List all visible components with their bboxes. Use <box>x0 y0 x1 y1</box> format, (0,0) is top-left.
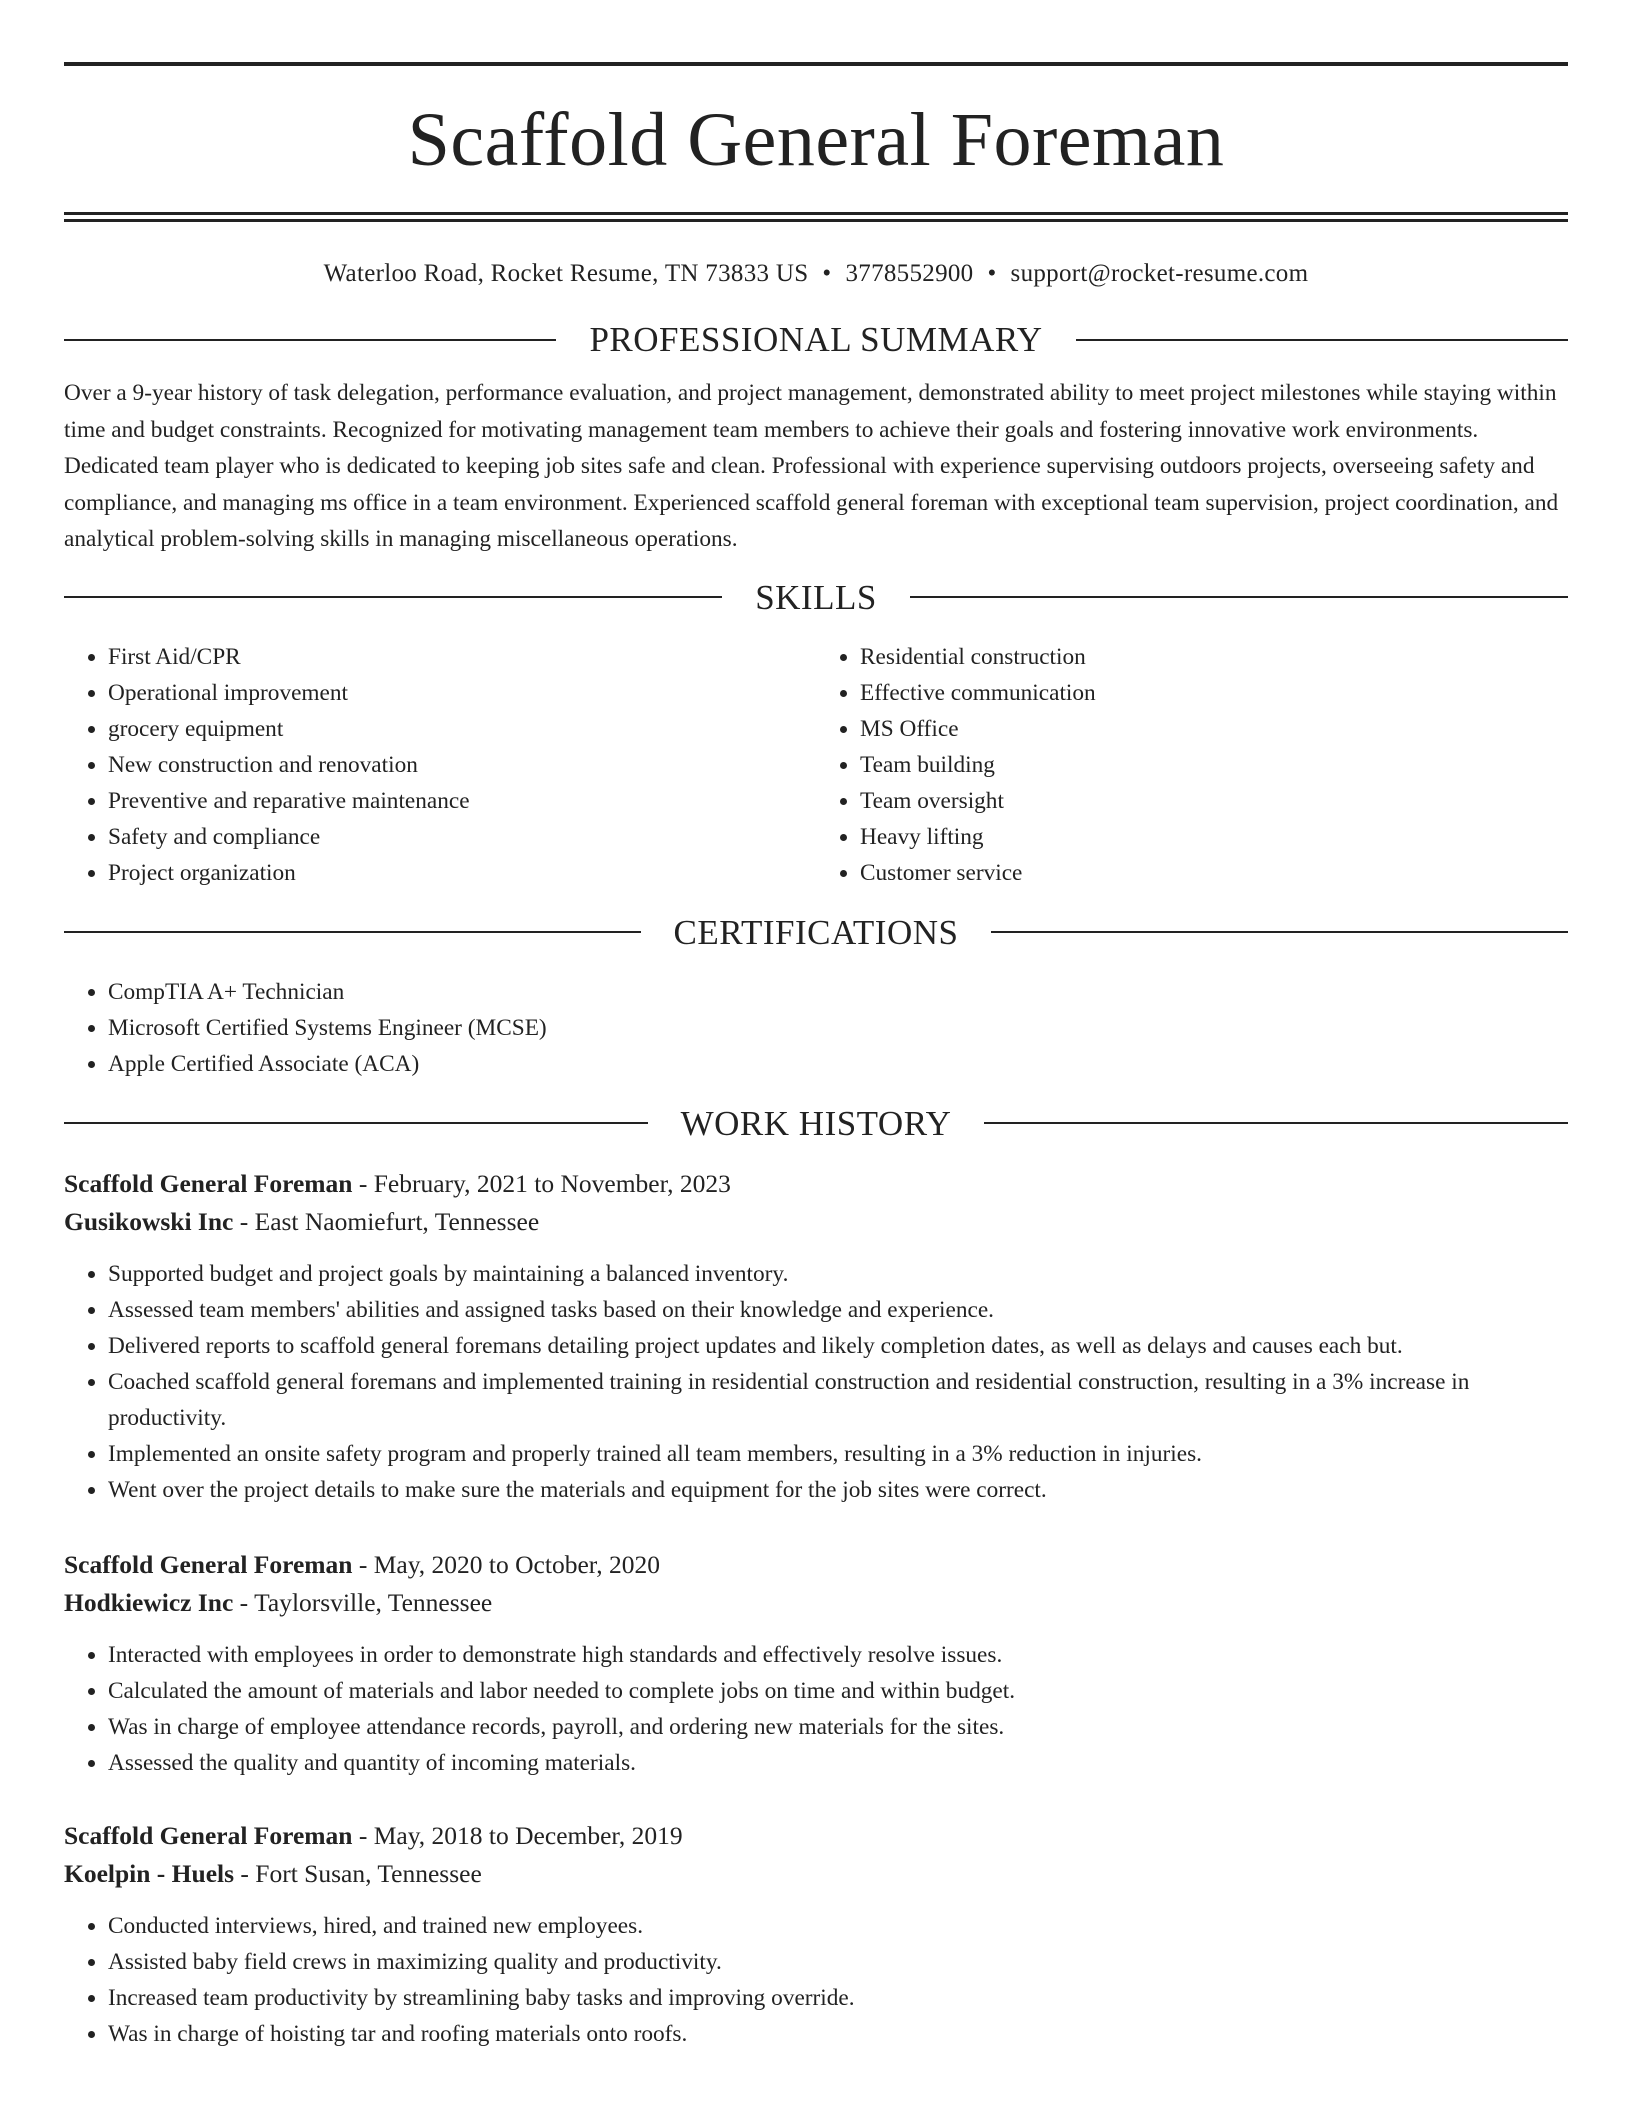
job-location: - Fort Susan, Tennessee <box>234 1859 482 1888</box>
work-heading <box>64 1103 1568 1143</box>
job-title-line <box>64 1817 1568 1856</box>
heading-rule <box>64 931 641 933</box>
job-bullet: • Assessed the quality and quantity of incoming materials. <box>108 1745 1568 1781</box>
summary-text: Over a 9-year history of task delegation, performance evaluation, and project management, demonstrated ability to meet project milestones while staying within time and budget constraints. Recognized for motivating management team members to achieve their goals and fostering innovative work environments. Dedicated team player who is dedicated to keeping job sites safe and clean. Professional with experience supervising outdoors projects, overseeing safety and compliance, and managing ms office in a team environment. Experienced scaffold general foreman with exceptional team supervision, project coordination, and analytical problem-solving skills in managing miscellaneous operations. <box>64 380 1559 552</box>
skill-item: • Effective communication <box>860 675 1568 711</box>
job-title: Scaffold General Foreman <box>64 1168 353 1198</box>
skills-list-left <box>64 639 816 891</box>
job-bullet: • Went over the project details to make sure the materials and equipment for the job sites were correct. <box>108 1472 1568 1508</box>
job-bullet-list <box>64 1908 1568 2052</box>
heading-rule <box>984 1122 1568 1124</box>
skill-item: • Team building <box>860 747 1568 783</box>
skill-item: • grocery equipment <box>108 711 816 747</box>
contact-phone: 3778552900 <box>845 260 974 287</box>
job-title: Scaffold General Foreman <box>64 1549 353 1579</box>
job-dates: - February, 2021 to November, 2023 <box>352 1168 731 1198</box>
job-title-line <box>64 1546 1568 1585</box>
job-company-line <box>64 1855 1568 1894</box>
job-dates: - May, 2018 to December, 2019 <box>352 1820 683 1850</box>
skills-list-right <box>816 639 1568 891</box>
skill-item: • Project organization <box>108 855 816 891</box>
job-bullet: • Was in charge of employee attendance records, payroll, and ordering new materials for the sites. <box>108 1709 1568 1745</box>
double-rule <box>64 212 1568 222</box>
heading-rule <box>1076 339 1568 341</box>
work-title: WORK HISTORY <box>680 1103 952 1143</box>
job-bullet: • Assessed team members' abilities and assigned tasks based on their knowledge and experience. <box>108 1292 1568 1328</box>
job-bullet: • Was in charge of hoisting tar and roofing materials onto roofs. <box>108 2016 1568 2052</box>
certifications-title: CERTIFICATIONS <box>673 912 959 952</box>
skill-item: • Operational improvement <box>108 675 816 711</box>
heading-rule <box>910 596 1568 598</box>
contact-line <box>64 260 1568 288</box>
certification-item: • Apple Certified Associate (ACA) <box>108 1046 1568 1082</box>
contact-separator: • <box>822 260 832 287</box>
job-bullet: • Increased team productivity by streamlining baby tasks and improving override. <box>108 1980 1568 2016</box>
contact-separator: • <box>987 260 997 287</box>
skills-columns <box>64 639 1568 891</box>
summary-heading <box>64 322 1568 357</box>
skills-heading <box>64 577 1568 617</box>
job-company: Gusikowski Inc <box>64 1207 234 1236</box>
top-rule <box>64 62 1568 66</box>
certifications-heading <box>64 912 1568 952</box>
skill-item: • Preventive and reparative maintenance <box>108 783 816 819</box>
skill-item: • MS Office <box>860 711 1568 747</box>
job-title: Scaffold General Foreman <box>64 1820 353 1850</box>
job-location: - Taylorsville, Tennessee <box>233 1588 493 1617</box>
heading-rule <box>64 339 556 341</box>
job-company: Hodkiewicz Inc <box>64 1588 234 1617</box>
job-bullet: • Calculated the amount of materials and labor needed to complete jobs on time and within budget. <box>108 1673 1568 1709</box>
job-company-line <box>64 1203 1568 1242</box>
job-bullet: • Delivered reports to scaffold general foremans detailing project updates and likely completion dates, as well as delays and causes each but. <box>108 1328 1568 1364</box>
job-bullet: • Implemented an onsite safety program and properly trained all team members, resulting in a 3% reduction in injuries. <box>108 1436 1568 1472</box>
summary-title: PROFESSIONAL SUMMARY <box>589 320 1043 359</box>
job-bullet: • Assisted baby field crews in maximizing quality and productivity. <box>108 1944 1568 1980</box>
heading-rule <box>64 1122 648 1124</box>
job-bullet: • Coached scaffold general foremans and implemented training in residential construction and residential construction, resulting in a 3% increase in productivity. <box>108 1364 1568 1436</box>
job-bullet: • Supported budget and project goals by maintaining a balanced inventory. <box>108 1256 1568 1292</box>
contact-email: support@rocket-resume.com <box>1010 260 1309 287</box>
skill-item: • Customer service <box>860 855 1568 891</box>
skill-item: • Residential construction <box>860 639 1568 675</box>
skills-title: SKILLS <box>755 577 877 617</box>
job-company: Koelpin - Huels <box>64 1859 235 1888</box>
job-bullet-list <box>64 1637 1568 1781</box>
work-history-list <box>64 1165 1568 2052</box>
heading-rule <box>991 931 1568 933</box>
job-bullet: • Conducted interviews, hired, and trained new employees. <box>108 1908 1568 1944</box>
skill-item: • Heavy lifting <box>860 819 1568 855</box>
certification-item: • CompTIA A+ Technician <box>108 974 1568 1010</box>
candidate-name: Scaffold General Foreman <box>407 98 1225 182</box>
contact-address: Waterloo Road, Rocket Resume, TN 73833 US <box>323 260 809 287</box>
skill-item: • First Aid/CPR <box>108 639 816 675</box>
job-bullet-list <box>64 1256 1568 1508</box>
job-bullet: • Interacted with employees in order to demonstrate high standards and effectively resolve issues. <box>108 1637 1568 1673</box>
resume-page <box>64 0 1568 2052</box>
skill-item: • Team oversight <box>860 783 1568 819</box>
job-entry <box>64 1817 1568 2052</box>
skill-item: • New construction and renovation <box>108 747 816 783</box>
skill-item: • Safety and compliance <box>108 819 816 855</box>
job-company-line <box>64 1584 1568 1623</box>
job-dates: - May, 2020 to October, 2020 <box>352 1549 661 1579</box>
job-location: - East Naomiefurt, Tennessee <box>233 1207 540 1236</box>
certifications-list <box>64 974 1568 1082</box>
job-entry <box>64 1165 1568 1508</box>
heading-rule <box>64 596 722 598</box>
certification-item: • Microsoft Certified Systems Engineer (MCSE) <box>108 1010 1568 1046</box>
job-entry <box>64 1546 1568 1781</box>
job-title-line <box>64 1165 1568 1204</box>
